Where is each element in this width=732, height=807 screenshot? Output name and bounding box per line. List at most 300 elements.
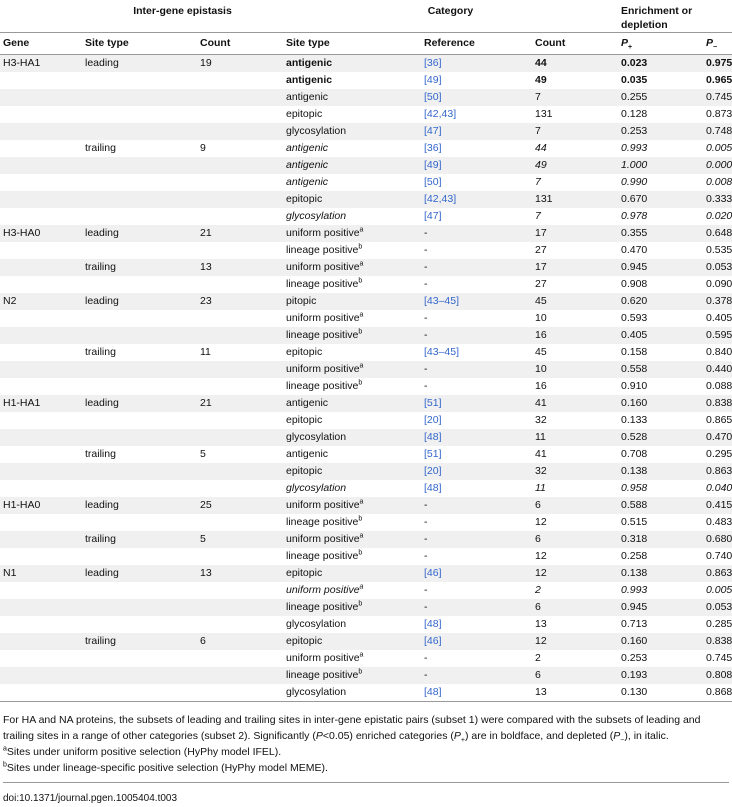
cell-p-minus: 0.840: [703, 344, 732, 361]
cell-category: epitopic: [283, 463, 421, 480]
cell-p-minus: 0.965: [703, 72, 732, 89]
cell-site-type: [82, 89, 197, 106]
table-row: [0, 463, 732, 480]
cell-count: [197, 429, 283, 446]
cell-category: antigenic: [283, 72, 421, 89]
cell-site-type: leading: [82, 293, 197, 310]
cell-site-type: leading: [82, 565, 197, 582]
cell-reference: -: [421, 514, 532, 531]
cell-gene: N2: [0, 293, 82, 310]
cell-category-count: 10: [532, 310, 618, 327]
cell-category: lineage positive$^b$: [283, 242, 421, 259]
cell-reference: -: [421, 531, 532, 548]
cell-count: [197, 463, 283, 480]
cell-p-minus: 0.863: [703, 463, 732, 480]
cell-p-plus: 0.355: [618, 225, 703, 242]
cell-count: [197, 378, 283, 395]
cell-count: [197, 157, 283, 174]
table-row: [0, 565, 732, 582]
table-row: [0, 446, 732, 463]
cell-count: [197, 327, 283, 344]
cell-p-minus: 0.295: [703, 446, 732, 463]
cell-p-minus: 0.863: [703, 565, 732, 582]
cell-reference[interactable]: [48]: [421, 616, 532, 633]
table-row: [0, 123, 732, 140]
footnote-marker: a: [359, 226, 364, 234]
table-row: [0, 310, 732, 327]
cell-p-minus: 0.008: [703, 174, 732, 191]
cell-p-minus: 0.535: [703, 242, 732, 259]
table-row: [0, 395, 732, 412]
footnote-marker: a: [359, 532, 364, 540]
cell-p-minus: 0.745: [703, 650, 732, 667]
cell-p-minus: 0.000: [703, 157, 732, 174]
cell-reference[interactable]: [43–45]: [421, 344, 532, 361]
cell-p-plus: 0.255: [618, 89, 703, 106]
cell-category-count: 49: [532, 157, 618, 174]
cell-site-type: [82, 106, 197, 123]
cell-reference[interactable]: [47]: [421, 123, 532, 140]
cell-p-plus: 0.990: [618, 174, 703, 191]
cell-site-type: leading: [82, 395, 197, 412]
cell-category: glycosylation: [283, 429, 421, 446]
cell-gene: [0, 582, 82, 599]
cell-gene: [0, 72, 82, 89]
cell-site-type: leading: [82, 225, 197, 242]
cell-count: [197, 480, 283, 497]
cell-site-type: [82, 582, 197, 599]
cell-p-plus: 0.670: [618, 191, 703, 208]
col-category-count-header: Count: [532, 33, 618, 55]
cell-category-count: 7: [532, 208, 618, 225]
cell-site-type: [82, 361, 197, 378]
cell-site-type: [82, 310, 197, 327]
cell-reference: -: [421, 310, 532, 327]
footnote-marker: b: [358, 600, 363, 608]
cell-reference: -: [421, 276, 532, 293]
cell-p-minus: 0.040: [703, 480, 732, 497]
cell-p-minus: 0.838: [703, 633, 732, 650]
cell-p-minus: 0.483: [703, 514, 732, 531]
cell-p-plus: 0.620: [618, 293, 703, 310]
cell-category: lineage positive$^b$: [283, 599, 421, 616]
cell-reference: -: [421, 599, 532, 616]
cell-category-count: 11: [532, 480, 618, 497]
cell-reference: -: [421, 497, 532, 514]
cell-category: uniform positive$^a$: [283, 582, 421, 599]
cell-gene: [0, 174, 82, 191]
cell-count: 5: [197, 531, 283, 548]
cell-category-count: 2: [532, 650, 618, 667]
cell-site-type: [82, 429, 197, 446]
cell-p-minus: 0.470: [703, 429, 732, 446]
cell-category: antigenic: [283, 157, 421, 174]
cell-p-plus: 0.558: [618, 361, 703, 378]
cell-category-count: 45: [532, 293, 618, 310]
cell-category-count: 41: [532, 395, 618, 412]
cell-category-count: 17: [532, 225, 618, 242]
cell-count: 13: [197, 565, 283, 582]
cell-p-minus: 0.020: [703, 208, 732, 225]
table-row: [0, 684, 732, 702]
cell-category: lineage positive$^b$: [283, 378, 421, 395]
footnote-marker: a: [359, 651, 364, 659]
cell-p-plus: 0.193: [618, 667, 703, 684]
cell-p-plus: 0.158: [618, 344, 703, 361]
table-row: [0, 55, 732, 73]
table-row: [0, 497, 732, 514]
col-count-header: Count: [197, 33, 283, 55]
cell-count: 5: [197, 446, 283, 463]
cell-category: antigenic: [283, 140, 421, 157]
cell-category-count: 12: [532, 514, 618, 531]
cell-gene: [0, 480, 82, 497]
column-header-row: [0, 33, 732, 55]
cell-category-count: 32: [532, 463, 618, 480]
cell-p-minus: 0.748: [703, 123, 732, 140]
footnote-marker: b: [358, 668, 363, 676]
cell-count: 19: [197, 55, 283, 73]
cell-category: epitopic: [283, 633, 421, 650]
cell-gene: [0, 531, 82, 548]
cell-category: epitopic: [283, 106, 421, 123]
cell-gene: [0, 123, 82, 140]
cell-gene: H1-HA1: [0, 395, 82, 412]
cell-category-count: 44: [532, 55, 618, 73]
cell-gene: [0, 276, 82, 293]
cell-site-type: [82, 616, 197, 633]
cell-p-plus: 0.993: [618, 582, 703, 599]
cell-gene: [0, 191, 82, 208]
cell-category: antigenic: [283, 446, 421, 463]
cell-reference[interactable]: [51]: [421, 395, 532, 412]
cell-reference[interactable]: [51]: [421, 446, 532, 463]
cell-site-type: [82, 480, 197, 497]
cell-p-minus: 0.053: [703, 259, 732, 276]
cell-site-type: [82, 174, 197, 191]
cell-gene: H1-HA0: [0, 497, 82, 514]
cell-reference[interactable]: [47]: [421, 208, 532, 225]
table-row: [0, 531, 732, 548]
cell-gene: [0, 650, 82, 667]
cell-category-count: 7: [532, 174, 618, 191]
cell-p-plus: 0.708: [618, 446, 703, 463]
cell-reference: -: [421, 548, 532, 565]
table-row: [0, 616, 732, 633]
footnote-marker: a: [359, 260, 364, 268]
cell-p-plus: 0.035: [618, 72, 703, 89]
cell-reference[interactable]: [50]: [421, 89, 532, 106]
cell-p-plus: 0.023: [618, 55, 703, 73]
cell-category-count: 45: [532, 344, 618, 361]
cell-category-count: 131: [532, 106, 618, 123]
cell-p-minus: 0.378: [703, 293, 732, 310]
cell-category: pitopic: [283, 293, 421, 310]
cell-reference[interactable]: [20]: [421, 463, 532, 480]
cell-p-plus: 0.713: [618, 616, 703, 633]
group-header-row: [0, 0, 732, 33]
cell-p-minus: 0.680: [703, 531, 732, 548]
cell-category: glycosylation: [283, 616, 421, 633]
cell-category-count: 6: [532, 531, 618, 548]
cell-p-plus: 0.253: [618, 650, 703, 667]
table-row: [0, 327, 732, 344]
cell-reference: -: [421, 378, 532, 395]
cell-p-plus: 0.160: [618, 395, 703, 412]
cell-site-type: [82, 276, 197, 293]
cell-reference[interactable]: [46]: [421, 565, 532, 582]
cell-p-plus: 0.128: [618, 106, 703, 123]
cell-category: glycosylation: [283, 684, 421, 702]
cell-count: [197, 208, 283, 225]
cell-category-count: 131: [532, 191, 618, 208]
col-gene-header: Gene: [0, 33, 82, 55]
cell-category: uniform positive$^a$: [283, 259, 421, 276]
cell-gene: [0, 446, 82, 463]
cell-count: 23: [197, 293, 283, 310]
cell-gene: [0, 463, 82, 480]
cell-count: 11: [197, 344, 283, 361]
table-row: [0, 667, 732, 684]
cell-p-minus: 0.005: [703, 140, 732, 157]
cell-category-count: 44: [532, 140, 618, 157]
col-reference-header: Reference: [421, 33, 532, 55]
cell-p-minus: 0.865: [703, 412, 732, 429]
footnote-marker: a: [359, 311, 364, 319]
cell-site-type: trailing: [82, 259, 197, 276]
cell-site-type: [82, 412, 197, 429]
cell-site-type: [82, 548, 197, 565]
footnote-marker: a: [359, 498, 364, 506]
cell-count: 13: [197, 259, 283, 276]
cell-count: [197, 242, 283, 259]
cell-count: [197, 684, 283, 702]
table-row: [0, 208, 732, 225]
cell-category-count: 7: [532, 89, 618, 106]
cell-gene: [0, 667, 82, 684]
cell-count: 21: [197, 395, 283, 412]
table-row: [0, 514, 732, 531]
cell-category: uniform positive$^a$: [283, 497, 421, 514]
cell-reference[interactable]: [43–45]: [421, 293, 532, 310]
table-caption: For HA and NA proteins, the subsets of leading and trailing sites in inter-gene epistatic pairs (subset 1) were compared with the subsets of leading and trailing sites in a range of other categories (subset 2). Significantly (P<0.05) enriched categories $(P_+)$ are in boldface, and depleted $(P_-)$, in italic.: [3, 714, 701, 745]
cell-p-minus: 0.090: [703, 276, 732, 293]
doi-line: doi:10.1371/journal.pgen.1005404.t003: [3, 782, 729, 807]
cell-site-type: [82, 327, 197, 344]
cell-category-count: 17: [532, 259, 618, 276]
table-row: [0, 140, 732, 157]
table-row: [0, 259, 732, 276]
cell-count: [197, 412, 283, 429]
cell-p-plus: 0.528: [618, 429, 703, 446]
group-enrichment-header: Enrichment or depletion: [618, 0, 732, 33]
cell-reference[interactable]: [20]: [421, 412, 532, 429]
cell-site-type: [82, 650, 197, 667]
cell-p-minus: 0.415: [703, 497, 732, 514]
cell-category-count: 16: [532, 327, 618, 344]
cell-p-minus: 0.053: [703, 599, 732, 616]
cell-p-minus: 0.838: [703, 395, 732, 412]
cell-p-plus: 0.470: [618, 242, 703, 259]
cell-category-count: 6: [532, 497, 618, 514]
cell-p-plus: 0.138: [618, 463, 703, 480]
cell-p-plus: 0.258: [618, 548, 703, 565]
cell-reference: -: [421, 582, 532, 599]
cell-gene: [0, 599, 82, 616]
cell-reference: -: [421, 242, 532, 259]
cell-p-plus: 0.133: [618, 412, 703, 429]
table-row: [0, 242, 732, 259]
cell-gene: [0, 361, 82, 378]
cell-reference[interactable]: [46]: [421, 633, 532, 650]
cell-site-type: [82, 684, 197, 702]
table-row: [0, 633, 732, 650]
cell-p-plus: 0.945: [618, 599, 703, 616]
table-row: [0, 293, 732, 310]
cell-reference[interactable]: [42,43]: [421, 191, 532, 208]
cell-p-minus: 0.333: [703, 191, 732, 208]
col-p-plus-header: $P_+$: [618, 33, 703, 55]
cell-category: lineage positive$^b$: [283, 327, 421, 344]
col-p-minus-header: $P_-$: [703, 33, 732, 55]
table-row: [0, 412, 732, 429]
cell-category: lineage positive$^b$: [283, 548, 421, 565]
cell-category-count: 12: [532, 565, 618, 582]
cell-reference[interactable]: [48]: [421, 480, 532, 497]
table-row: [0, 225, 732, 242]
cell-category: glycosylation: [283, 480, 421, 497]
cell-gene: [0, 616, 82, 633]
cell-p-minus: 0.745: [703, 89, 732, 106]
table-row: [0, 89, 732, 106]
cell-category-count: 13: [532, 616, 618, 633]
cell-category-count: 12: [532, 633, 618, 650]
cell-reference[interactable]: [49]: [421, 157, 532, 174]
cell-count: [197, 514, 283, 531]
cell-gene: N1: [0, 565, 82, 582]
cell-p-plus: 0.405: [618, 327, 703, 344]
cell-count: [197, 650, 283, 667]
cell-site-type: [82, 242, 197, 259]
cell-gene: [0, 684, 82, 702]
cell-gene: [0, 89, 82, 106]
cell-count: [197, 276, 283, 293]
cell-reference: -: [421, 650, 532, 667]
cell-p-minus: 0.740: [703, 548, 732, 565]
cell-category: antigenic: [283, 55, 421, 73]
table-row: [0, 174, 732, 191]
cell-site-type: [82, 599, 197, 616]
footnote-marker: b: [358, 379, 363, 387]
cell-p-minus: 0.088: [703, 378, 732, 395]
cell-count: [197, 191, 283, 208]
table-footnotes: [0, 702, 732, 807]
cell-gene: [0, 514, 82, 531]
cell-reference: -: [421, 225, 532, 242]
footnote-a: $^a$Sites under uniform positive selection (HyPhy model IFEL).: [3, 745, 282, 758]
cell-reference[interactable]: [36]: [421, 55, 532, 73]
cell-category-count: 27: [532, 242, 618, 259]
table-row: [0, 361, 732, 378]
cell-category-count: 32: [532, 412, 618, 429]
cell-category: uniform positive$^a$: [283, 310, 421, 327]
cell-category-count: 41: [532, 446, 618, 463]
table-row: [0, 378, 732, 395]
cell-p-plus: 0.910: [618, 378, 703, 395]
cell-category-count: 49: [532, 72, 618, 89]
cell-reference: -: [421, 259, 532, 276]
cell-category: lineage positive$^b$: [283, 514, 421, 531]
cell-category-count: 13: [532, 684, 618, 702]
cell-category: uniform positive$^a$: [283, 361, 421, 378]
cell-p-minus: 0.868: [703, 684, 732, 702]
cell-count: 6: [197, 633, 283, 650]
footnote-marker: b: [358, 243, 363, 251]
cell-category: antigenic: [283, 89, 421, 106]
cell-gene: [0, 344, 82, 361]
cell-reference[interactable]: [48]: [421, 684, 532, 702]
cell-gene: [0, 140, 82, 157]
col-site-type-header: Site type: [82, 33, 197, 55]
cell-reference[interactable]: [49]: [421, 72, 532, 89]
cell-reference: -: [421, 667, 532, 684]
cell-gene: [0, 106, 82, 123]
cell-site-type: leading: [82, 497, 197, 514]
table-row: [0, 480, 732, 497]
cell-count: [197, 123, 283, 140]
cell-p-plus: 0.318: [618, 531, 703, 548]
cell-gene: [0, 378, 82, 395]
table-row: [0, 191, 732, 208]
cell-gene: [0, 157, 82, 174]
cell-site-type: trailing: [82, 531, 197, 548]
cell-category: uniform positive$^a$: [283, 531, 421, 548]
table-body: [0, 55, 732, 702]
cell-count: [197, 72, 283, 89]
cell-p-plus: 0.945: [618, 259, 703, 276]
table-row: [0, 157, 732, 174]
table-row: [0, 599, 732, 616]
cell-gene: [0, 548, 82, 565]
cell-count: [197, 667, 283, 684]
cell-p-plus: 0.160: [618, 633, 703, 650]
cell-gene: [0, 429, 82, 446]
cell-p-plus: 0.993: [618, 140, 703, 157]
cell-p-plus: 0.588: [618, 497, 703, 514]
cell-category: uniform positive$^a$: [283, 650, 421, 667]
table-row: [0, 650, 732, 667]
cell-reference[interactable]: [50]: [421, 174, 532, 191]
cell-site-type: [82, 208, 197, 225]
cell-count: [197, 548, 283, 565]
cell-reference[interactable]: [36]: [421, 140, 532, 157]
cell-category: antigenic: [283, 174, 421, 191]
cell-category-count: 2: [532, 582, 618, 599]
cell-p-plus: 1.000: [618, 157, 703, 174]
table-row: [0, 429, 732, 446]
table-row: [0, 106, 732, 123]
cell-p-minus: 0.595: [703, 327, 732, 344]
group-category-header: Category: [283, 0, 618, 33]
cell-site-type: trailing: [82, 140, 197, 157]
cell-reference[interactable]: [42,43]: [421, 106, 532, 123]
cell-category: glycosylation: [283, 208, 421, 225]
cell-category-count: 7: [532, 123, 618, 140]
cell-reference[interactable]: [48]: [421, 429, 532, 446]
cell-p-plus: 0.130: [618, 684, 703, 702]
cell-count: 25: [197, 497, 283, 514]
cell-p-plus: 0.978: [618, 208, 703, 225]
